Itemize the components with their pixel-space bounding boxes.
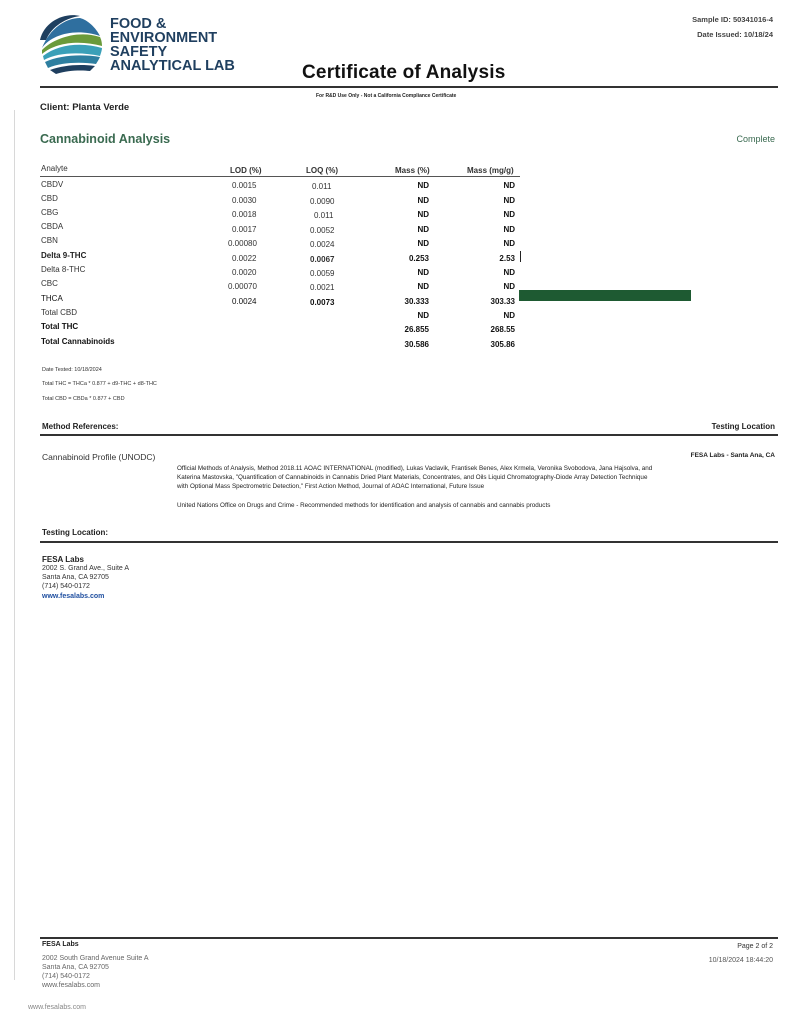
method-rule	[40, 434, 778, 436]
footer-website-link[interactable]: www.fesalabs.com	[42, 982, 100, 989]
loq-cell: 0.0073	[310, 298, 335, 307]
outside-website-text: www.fesalabs.com	[28, 1004, 86, 1011]
mass-pct-cell: 30.586	[404, 340, 429, 349]
analyte-cell: CBDV	[41, 180, 64, 189]
disclaimer: For R&D Use Only - Not a California Compliance Certificate	[316, 93, 457, 99]
footer-address-1: 2002 South Grand Avenue Suite A	[42, 955, 149, 962]
mass-mg-cell: 303.33	[490, 297, 515, 306]
mass-mg-cell: ND	[503, 181, 515, 190]
analyte-cell: Total THC	[41, 322, 79, 331]
mass-pct-cell: ND	[417, 225, 429, 234]
mass-pct-cell: 0.253	[408, 254, 429, 263]
page-number: Page 2 of 2	[737, 943, 773, 950]
total-cbd-formula: Total CBD = CBDa * 0.877 + CBD	[42, 396, 125, 402]
col-mass-pct: Mass (%)	[395, 166, 430, 175]
page-edge	[14, 110, 15, 980]
logo-line-3: SAFETY	[110, 44, 168, 60]
table-header-rule	[40, 176, 520, 177]
page-title: Certificate of Analysis	[302, 62, 506, 83]
testing-location-heading: Testing Location:	[42, 528, 109, 537]
footer-timestamp: 10/18/2024 18:44:20	[708, 957, 773, 964]
loq-cell: 0.0067	[310, 255, 335, 264]
reference-1-line-1: Official Methods of Analysis, Method 2018.11 AOAC INTERNATIONAL (modified), Lukas Vaclavik, Frantisek Benes, Alex Krmela, Veronika Svobodova, Jana Hajsolva, and	[177, 465, 653, 472]
analyte-cell: Delta 8-THC	[41, 265, 86, 274]
mass-pct-cell: ND	[417, 282, 429, 291]
col-loq: LOQ (%)	[306, 166, 338, 175]
col-mass-mg: Mass (mg/g)	[467, 166, 514, 175]
client-name: Client: Planta Verde	[40, 102, 130, 113]
loq-cell: 0.0090	[310, 197, 335, 206]
logo-line-2: ENVIRONMENT	[110, 30, 218, 46]
mass-mg-cell: ND	[503, 210, 515, 219]
mass-pct-cell: 26.855	[404, 325, 429, 334]
analyte-cell: Total CBD	[41, 308, 78, 317]
fesa-logo-icon	[36, 10, 106, 80]
lod-cell: 0.00070	[228, 282, 257, 291]
analyte-cell: Delta 9-THC	[41, 251, 87, 260]
loq-cell: 0.0052	[310, 226, 335, 235]
lod-cell: 0.0018	[232, 210, 257, 219]
analyte-cell: CBG	[41, 208, 59, 217]
mass-mg-cell: ND	[503, 196, 515, 205]
lab-website-link[interactable]: www.fesalabs.com	[42, 593, 105, 600]
mass-mg-cell: ND	[503, 239, 515, 248]
date-tested: Date Tested: 10/18/2024	[42, 367, 102, 373]
analyte-cell: CBC	[41, 279, 58, 288]
analyte-cell: Total Cannabinoids	[41, 337, 115, 346]
col-lod: LOD (%)	[230, 166, 262, 175]
loq-cell: 0.0021	[310, 283, 335, 292]
mass-mg-cell: 2.53	[499, 254, 515, 263]
date-issued: Date Issued: 10/18/24	[697, 30, 773, 39]
lod-cell: 0.0022	[232, 254, 257, 263]
mass-mg-cell: ND	[503, 282, 515, 291]
lod-cell: 0.0017	[232, 225, 257, 234]
lab-name: FESA Labs	[42, 555, 84, 564]
mass-pct-cell: 30.333	[404, 297, 429, 306]
analyte-cell: CBN	[41, 236, 58, 245]
mass-pct-cell: ND	[417, 268, 429, 277]
cannabinoid-profile: Cannabinoid Profile (UNODC)	[42, 452, 156, 462]
analyte-cell: CBDA	[41, 222, 64, 231]
lod-cell: 0.0015	[232, 181, 257, 190]
mass-pct-cell: ND	[417, 239, 429, 248]
loq-cell: 0.011	[312, 182, 332, 191]
reference-1-line-2: Katerina Mastovska, "Quantification of Cannabinoids in Cannabis Dried Plant Materials, Concentrates, and Oils Liquid Chromatography-Diode Array Detection Technique	[177, 474, 648, 481]
reference-2: United Nations Office on Drugs and Crime - Recommended methods for identification and analysis of cannabis and cannabis products	[177, 502, 551, 509]
reference-1	[177, 464, 652, 491]
method-heading: Method References:	[42, 422, 119, 431]
loq-cell: 0.0059	[310, 269, 335, 278]
lab-phone: (714) 540-0172	[42, 583, 90, 590]
col-analyte: Analyte	[41, 164, 68, 173]
footer-phone: (714) 540-0172	[42, 973, 90, 980]
mass-mg-cell: 305.86	[490, 340, 515, 349]
loq-cell: 0.011	[314, 211, 334, 220]
delta9-marker	[520, 251, 521, 262]
location-label: FESA Labs - Santa Ana, CA	[690, 452, 775, 459]
sample-id: Sample ID: 50341016-4	[692, 15, 773, 24]
lab-address-2: Santa Ana, CA 92705	[42, 574, 109, 581]
header-rule	[40, 86, 778, 88]
mass-mg-cell: 268.55	[490, 325, 515, 334]
mass-pct-cell: ND	[417, 311, 429, 320]
reference-1-line-3: with Optional Mass Spectrometric Detection," First Action Method, Journal of AOAC International, Future Issue	[177, 483, 485, 490]
mass-mg-cell: ND	[503, 311, 515, 320]
mass-pct-cell: ND	[417, 181, 429, 190]
method-heading-right: Testing Location	[711, 422, 775, 431]
thca-bar	[519, 290, 691, 301]
logo-line-4: ANALYTICAL LAB	[110, 58, 235, 74]
lod-cell: 0.0030	[232, 196, 257, 205]
lod-cell: 0.0020	[232, 268, 257, 277]
analyte-cell: CBD	[41, 194, 58, 203]
lab-address-1: 2002 S. Grand Ave., Suite A	[42, 565, 130, 572]
logo-line-1: FOOD &	[110, 16, 167, 32]
total-thc-formula: Total THC = THCa * 0.877 + d9-THC + d8-THC	[42, 381, 157, 387]
mass-pct-cell: ND	[417, 196, 429, 205]
lod-cell: 0.0024	[232, 297, 257, 306]
mass-mg-cell: ND	[503, 268, 515, 277]
analyte-cell: THCA	[41, 294, 63, 303]
section-title: Cannabinoid Analysis	[40, 132, 171, 146]
logo-text	[110, 17, 235, 73]
testing-location-rule	[40, 541, 778, 543]
footer-address-2: Santa Ana, CA 92705	[42, 964, 109, 971]
loq-cell: 0.0024	[310, 240, 335, 249]
footer-rule	[40, 937, 778, 939]
mass-mg-cell: ND	[503, 225, 515, 234]
lod-cell: 0.00080	[228, 239, 257, 248]
mass-pct-cell: ND	[417, 210, 429, 219]
section-status: Complete	[736, 134, 775, 144]
footer-lab-name: FESA Labs	[42, 941, 79, 948]
